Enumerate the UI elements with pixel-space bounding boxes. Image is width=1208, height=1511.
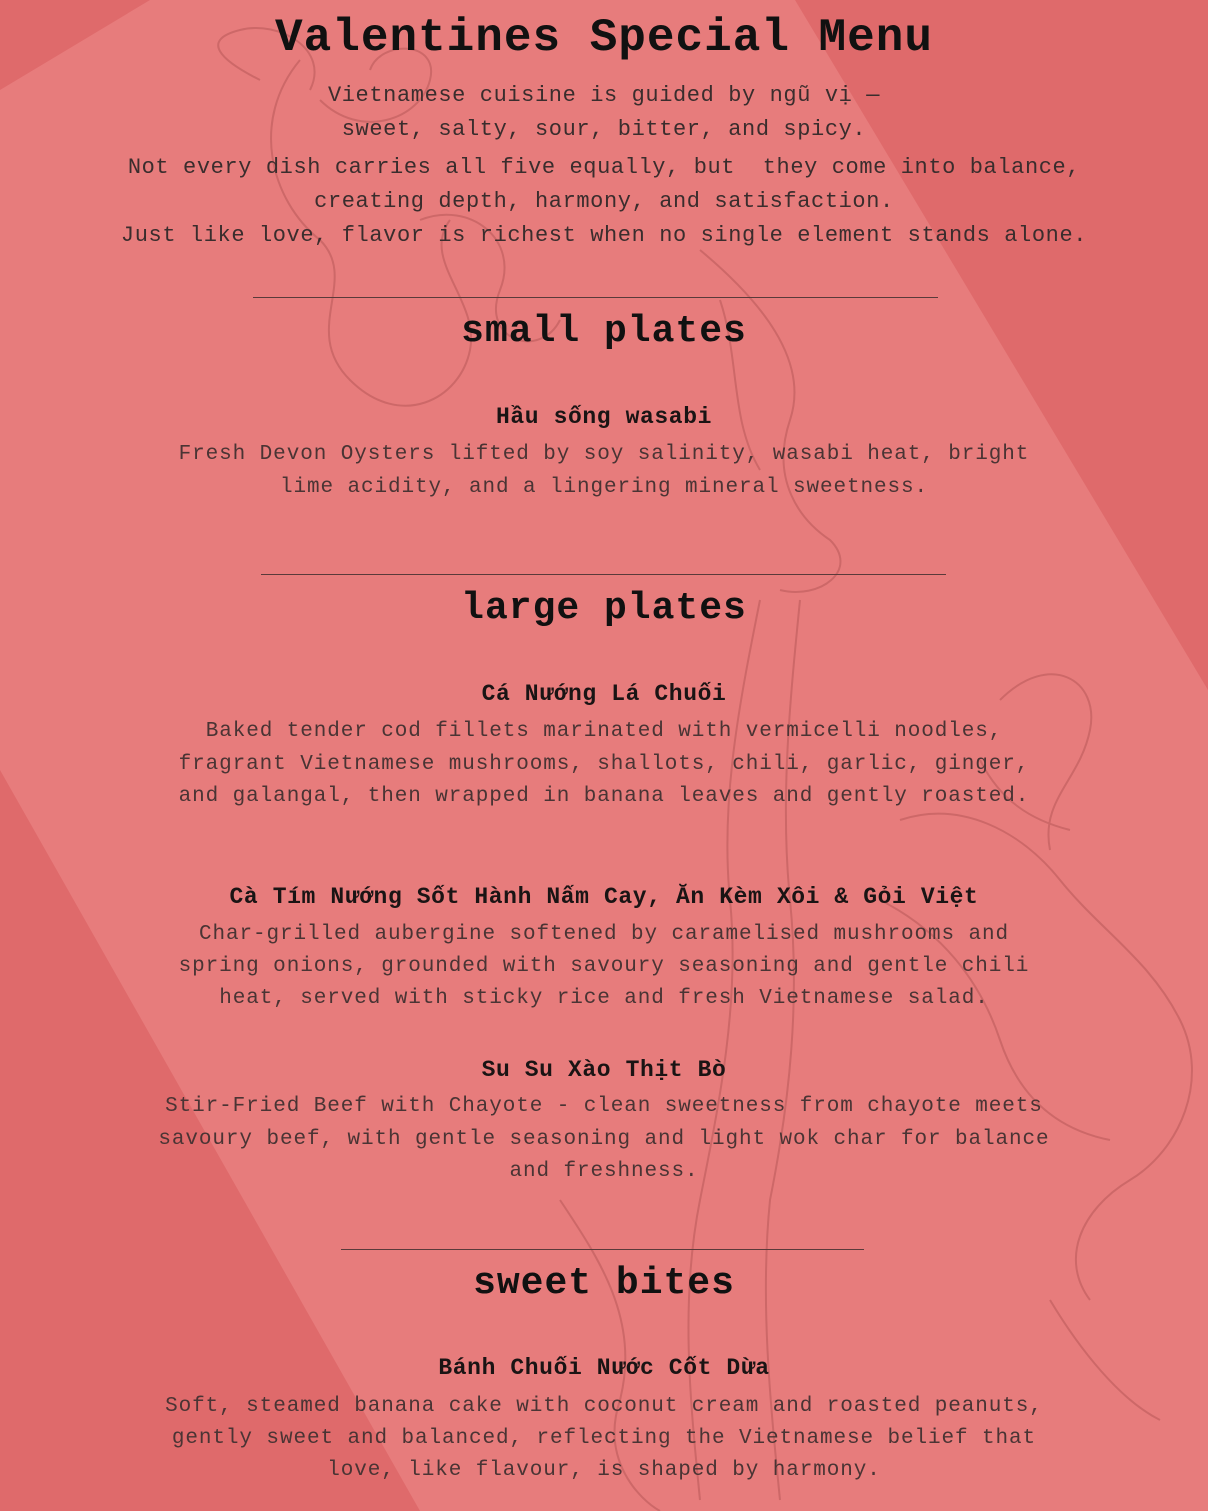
dish-name: Cà Tím Nướng Sốt Hành Nấm Cay, Ăn Kèm Xôi & Gỏi Việt: [229, 884, 979, 910]
dish-description-line: love, like flavour, is shaped by harmony.: [327, 1459, 881, 1482]
dish-description-line: and galangal, then wrapped in banana leaves and gently roasted.: [178, 785, 1030, 808]
dish-description-line: Stir-Fried Beef with Chayote - clean sweetness from chayote meets: [165, 1095, 1043, 1118]
section-title-sweet-bites: sweet bites: [473, 1262, 735, 1305]
dish-description-line: Char-grilled aubergine softened by caramelised mushrooms and: [198, 923, 1010, 946]
section-divider: [261, 574, 946, 575]
section-title-small-plates: small plates: [461, 310, 747, 353]
dish-description-line: and freshness.: [509, 1160, 699, 1183]
dish-name: Su Su Xào Thịt Bò: [481, 1057, 727, 1083]
intro-line: Just like love, flavor is richest when no single element stands alone.: [120, 223, 1088, 248]
dish-description-line: Fresh Devon Oysters lifted by soy salinity, wasabi heat, bright: [178, 443, 1030, 466]
dish-description-line: savoury beef, with gentle seasoning and light wok char for balance: [158, 1128, 1050, 1151]
menu-title: Valentines Special Menu: [275, 12, 933, 64]
intro-line: creating depth, harmony, and satisfaction.: [314, 189, 894, 214]
dish-name: Hầu sống wasabi: [495, 404, 713, 430]
dish-name: Bánh Chuối Nước Cốt Dừa: [438, 1355, 770, 1381]
dish-name: Cá Nướng Lá Chuối: [481, 681, 727, 707]
section-title-large-plates: large plates: [461, 587, 747, 630]
dish-description-line: lime acidity, and a lingering mineral sweetness.: [279, 476, 929, 499]
dish-description-line: Baked tender cod fillets marinated with vermicelli noodles,: [205, 720, 1003, 743]
dish-description-line: Soft, steamed banana cake with coconut cream and roasted peanuts,: [165, 1395, 1043, 1418]
dish-description-line: spring onions, grounded with savoury seasoning and gentle chili: [178, 955, 1030, 978]
section-divider: [253, 297, 938, 298]
dish-description-line: fragrant Vietnamese mushrooms, shallots, chili, garlic, ginger,: [178, 753, 1030, 776]
intro-line: sweet, salty, sour, bitter, and spicy.: [341, 117, 867, 142]
section-divider: [341, 1249, 864, 1250]
intro-line: Not every dish carries all five equally, but they come into balance,: [127, 155, 1081, 180]
dish-description-line: gently sweet and balanced, reflecting the Vietnamese belief that: [171, 1427, 1037, 1450]
intro-line: Vietnamese cuisine is guided by ngũ vị —: [327, 83, 881, 108]
dish-description-line: heat, served with sticky rice and fresh Vietnamese salad.: [219, 987, 989, 1010]
